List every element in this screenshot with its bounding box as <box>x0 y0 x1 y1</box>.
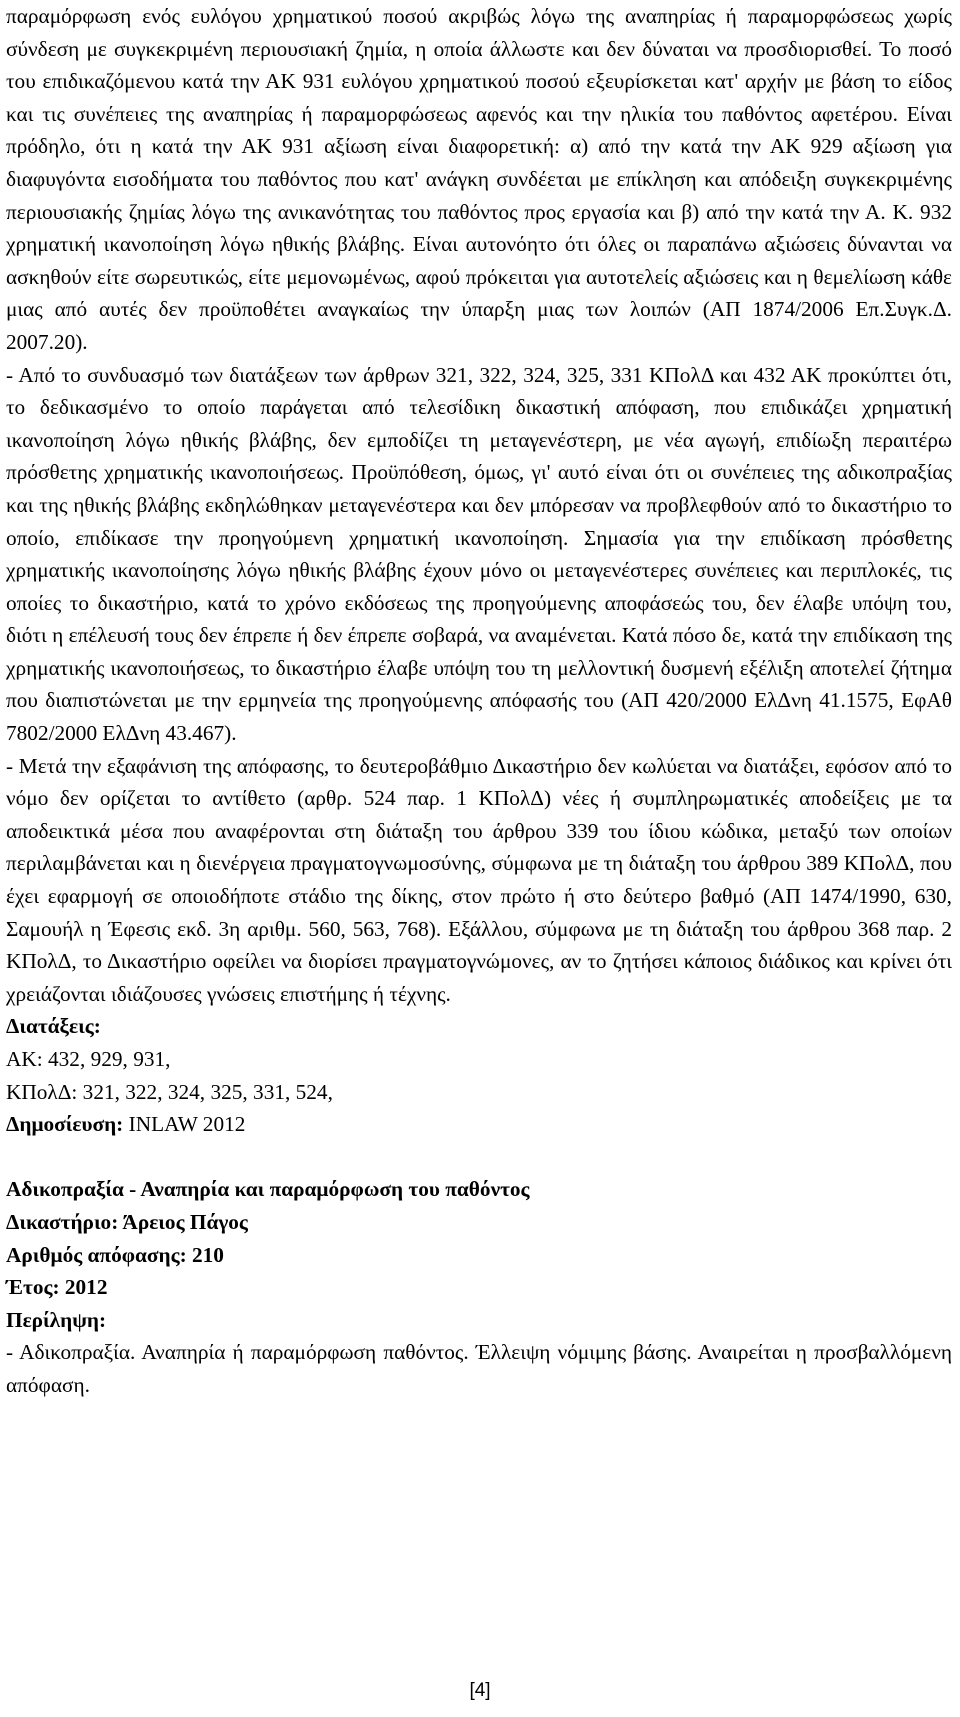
case-court: Δικαστήριο: Άρειος Πάγος <box>6 1209 248 1234</box>
provisions-heading: Διατάξεις: <box>6 1014 101 1039</box>
publication-line <box>6 1108 952 1141</box>
case-summary: - Αδικοπραξία. Αναπηρία ή παραμόρφωση παθόντος. Έλλειψη νόμιμης βάσης. Αναιρείται η προσβαλλόμενη απόφαση. <box>6 1340 952 1397</box>
spacer <box>6 1141 952 1174</box>
publication-label: Δημοσίευση: <box>6 1112 124 1137</box>
provisions-kpold: ΚΠολΔ: 321, 322, 324, 325, 331, 524, <box>6 1079 333 1104</box>
paragraph-res-judicata: - Από το συνδυασμό των διατάξεων των άρθρων 321, 322, 324, 325, 331 ΚΠολΔ και 432 ΑΚ προκύπτει ότι, το δεδικασμένο το οποίο παράγεται από τελεσίδικη δικαστική απόφαση, που επιδικάζει χρηματική ικανοποίηση λόγω ηθικής βλάβης, δεν εμποδίζει τη μεταγενέστερη, με νέα αγωγή, επιδίωξη περαιτέρω πρόσθετης χρηματικής ικανοποιήσεως. Προϋπόθεση, όμως, γι' αυτό είναι ότι οι συνέπειες της αδικοπραξίας και της ηθικής βλάβης εκδηλώθηκαν μεταγενέστερα και δεν μπόρεσαν να προβλεφθούν από το δικαστήριο το οποίο, επιδίκασε την προηγούμενη χρηματική ικανοποίηση. Σημασία για την επιδίκαση πρόσθετης χρηματικής ικανοποίησης λόγω ηθικής βλάβης έχουν μόνο οι μεταγενέστερες συνέπειες και περιπλοκές, τις οποίες το δικαστήριο, κατά το χρόνο εκδόσεως της προηγούμενης αποφάσεώς του, δεν έλαβε υπόψη του, διότι η επέλευσή τους δεν έπρεπε ή δεν έπρεπε σοβαρά, να αναμένεται. Κατά πόσο δε, κατά την επιδίκαση της χρηματικής ικανοποιήσεως, το δικαστήριο έλαβε υπόψη του τη μελλοντική δυσμενή εξέλιξη αποτελεί ζήτημα που διαπιστώνεται με την ερμηνεία της προηγούμενης απόφασής του (ΑΠ 420/2000 ΕλΔνη 41.1575, ΕφΑθ 7802/2000 ΕλΔνη 43.467). <box>6 362 952 746</box>
paragraph-appeal-evidence: - Μετά την εξαφάνιση της απόφασης, το δευτεροβάθμιο Δικαστήριο δεν κωλύεται να διατάξει, εφόσον από το νόμο δεν ορίζεται το αντίθετο (αρθρ. 524 παρ. 1 ΚΠολΔ) νέες ή συμπληρωματικές αποδείξεις με τα αποδεικτικά μέσα που αναφέρονται στη διάταξη του άρθρου 339 του ίδιου κώδικα, μεταξύ των οποίων περιλαμβάνεται και η διενέργεια πραγματογνωμοσύνης, σύμφωνα με τη διάταξη του άρθρου 389 ΚΠολΔ, που έχει εφαρμογή σε οποιοδήποτε στάδιο της δίκης, στον πρώτο ή στο δεύτερο βαθμό (ΑΠ 1474/1990, 630, Σαμουήλ η Έφεσις εκδ. 3η αριθμ. 560, 563, 768). Εξάλλου, σύμφωνα με τη διάταξη του άρθρου 368 παρ. 2 ΚΠολΔ, το Δικαστήριο οφείλει να διορίσει πραγματογνώμονες, αν το ζητήσει κάποιος διάδικος και κρίνει ότι χρειάζονται ιδιάζουσες γνώσεις επιστήμης ή τέχνης. <box>6 753 952 1006</box>
publication-value: INLAW 2012 <box>123 1112 246 1137</box>
case-decision-number: Αριθμός απόφασης: 210 <box>6 1242 224 1267</box>
case-year: Έτος: 2012 <box>6 1275 108 1300</box>
paragraph-compensation-ak931: παραμόρφωση ενός ευλόγου χρηματικού ποσού ακριβώς λόγω της αναπηρίας ή παραμορφώσεως χωρίς σύνδεση με συγκεκριμένη περιουσιακή ζημία, η οποία άλλωστε και δεν δύναται να προσδιορισθεί. Το ποσό του επιδικαζόμενου κατά την ΑΚ 931 ευλόγου χρηματικού ποσού εξευρίσκεται κατ' αρχήν με βάση το είδος και τις συνέπειες της αναπηρίας ή παραμορφώσεως αφενός και την ηλικία του παθόντος αφετέρου. Είναι πρόδηλο, ότι η κατά την ΑΚ 931 αξίωση είναι διαφορετική: α) από την κατά την ΑΚ 929 αξίωση για διαφυγόντα εισοδήματα του παθόντος που κατ' ανάγκη συνδέεται με επίκληση και απόδειξη συγκεκριμένης περιουσιακής ζημίας λόγω της ανικανότητας του παθόντος προς εργασία και β) από την κατά την Α. Κ. 932 χρηματική ικανοποίηση λόγω ηθικής βλάβης. Είναι αυτονόητο ότι όλες οι παραπάνω αξιώσεις δύνανται να ασκηθούν είτε σωρευτικώς, είτε μεμονωμένως, αφού πρόκειται για αυτοτελείς αξιώσεις και η θεμελίωση κάθε μιας από αυτές δεν προϋποθέτει αναγκαίως την ύπαρξη μιας των λοιπών (ΑΠ 1874/2006 Επ.Συγκ.Δ. 2007.20). <box>6 4 952 354</box>
case-summary-label: Περίληψη: <box>6 1307 107 1332</box>
provisions-ak: ΑΚ: 432, 929, 931, <box>6 1047 171 1071</box>
case-title: Αδικοπραξία - Αναπηρία και παραμόρφωση του παθόντος <box>6 1177 530 1202</box>
page-number: [4] <box>469 1680 491 1701</box>
document-body <box>6 0 952 1402</box>
